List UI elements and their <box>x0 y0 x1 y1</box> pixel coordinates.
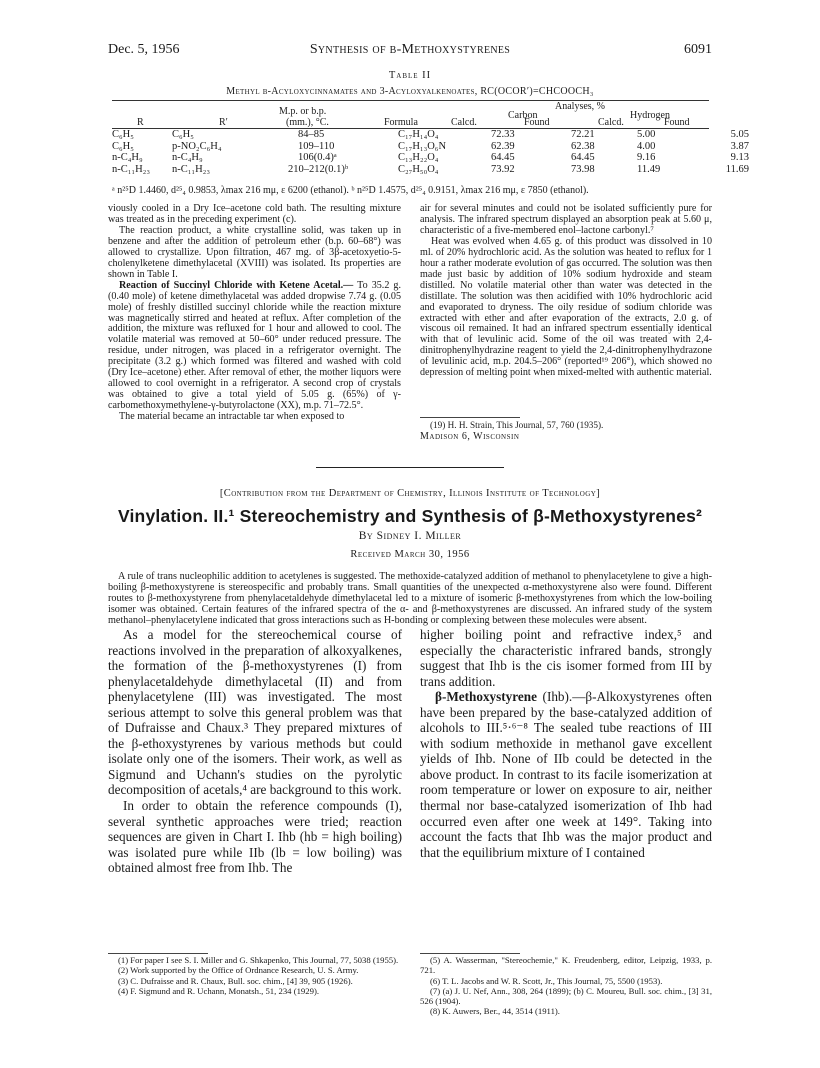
table-row <box>112 152 749 164</box>
data-table <box>112 129 749 175</box>
cell-c-found: 62.38 <box>571 140 595 152</box>
footnote-rule <box>420 417 520 418</box>
cell-h-found: 9.13 <box>730 152 749 163</box>
cell-h-found: 3.87 <box>730 140 749 152</box>
footnote: (5) A. Wasserman, "Stereochemie," K. Freudenberg, editor, Leipzig, 1933, p. 721. <box>420 955 712 976</box>
hydrogen-header: Hydrogen <box>630 110 670 121</box>
paragraph: As a model for the stereochemical course of reactions involved in the preparation of alkoxyalkenes, the formation of the β-methoxystyrenes (I) from phenylacetaldehyde dimethylacetal (II) and from phenylacetylene (III) was investigated. The most serious attempt to solve this general problem was that of Dufraisse and Chaux.³ They prepared mixtures of the β-ethoxystyrenes by various methods but could isolate only one of the isomers. Their work, as well as Sigmund and Uchann's studies on the pyrolytic decomposition of acetals,⁴ are background to this work. <box>108 627 402 798</box>
cell-c-calcd: 72.33 <box>491 129 515 140</box>
footnote: (8) K. Auwers, Ber., 44, 3514 (1911). <box>430 1006 560 1017</box>
footnote-rule <box>420 953 520 954</box>
footnotes-right <box>420 955 712 1017</box>
table-row <box>112 141 749 153</box>
paragraph: The reaction product, a white crystalline solid, was taken up in benzene and after the addition of petroleum ether (b.p. 60–68°) was allowed to crystallize. Upon filtration, 467 mg. of 3β-acetoxyetio-5-cholenylketene dimethylacetal (XVIII) was isolated. Its properties are shown in Table I. <box>108 224 401 280</box>
page-number: 6091 <box>684 42 712 57</box>
cell-mp: 109–110 <box>298 140 335 152</box>
received-date: Received March 30, 1956 <box>350 549 470 560</box>
byline: By Sidney I. Miller <box>358 530 462 542</box>
article-separator <box>316 467 504 468</box>
table-top-rule <box>112 100 709 101</box>
footnote: (2) Work supported by the Office of Ordnance Research, U. S. Army. <box>118 965 359 976</box>
footnote-rule <box>108 953 208 954</box>
paragraph: In order to obtain the reference compounds (I), several synthetic approaches were tried; reaction sequences are given in Chart I. Ihb (hb = high boiling) was isolated pure while IIb (lb = low boiling) was obtained almost free from Ihb. The <box>108 798 402 876</box>
upper-left-column <box>108 204 401 423</box>
cell-rprime: C₆H₅ <box>172 129 194 140</box>
cell-formula: C₁₃H₂₂O₄ <box>398 152 439 163</box>
cell-h-calcd: 9.16 <box>637 152 656 163</box>
cell-c-found: 73.98 <box>571 163 595 175</box>
footnote: (19) H. H. Strain, This Journal, 57, 760 (1935). <box>430 420 604 430</box>
cell-c-found: 64.45 <box>571 152 595 163</box>
footnote: (7) (a) J. U. Nef, Ann., 308, 264 (1899); (b) C. Moureu, Bull. soc. chim., [3] 31, 526 (1904). <box>420 985 712 1007</box>
paragraph-text: (Ihb).—β-Alkoxystyrenes often have been prepared by the base-catalyzed addition of alcohols to III.⁵·⁶⁻⁸ The sealed tube reactions of III with sodium methoxide in methanol gave excellent yields of Ihb. None of IIb could be detected in the above product. In contrast to its facile isomerization at room temperature or lower on exposure to air, neither thermal nor base-catalyzed isomerization of Ihb had occurred even after one week at 149°. Taking into account the facts that Ihb was the major product and that the equilibrium mixture of I contained <box>420 689 712 860</box>
issue-date: Dec. 5, 1956 <box>108 42 180 57</box>
col-found-carbon: Found <box>524 117 550 128</box>
cell-h-found: 5.05 <box>730 129 749 140</box>
col-r-header: R <box>137 117 144 128</box>
cell-h-found: 11.69 <box>725 163 749 175</box>
section-heading: β-Methoxystyrene <box>435 689 537 705</box>
cell-formula: C₂₇H₅₀O₄ <box>398 163 439 175</box>
section-heading: Reaction of Succinyl Chloride with Ketene Acetal.— <box>119 279 354 291</box>
col-mp-header-line2: (mm.), °C. <box>286 117 329 128</box>
running-title: Synthesis of β-Methoxystyrenes <box>309 42 511 57</box>
col-found-hydrogen: Found <box>664 117 690 128</box>
paragraph: The material became an intractable tar when exposed to <box>119 411 345 423</box>
cell-r: n-C₄H₉ <box>112 152 143 163</box>
cell-c-calcd: 73.92 <box>491 163 515 175</box>
cell-rprime: p-NO₂C₆H₄ <box>172 140 222 152</box>
paragraph: viously cooled in a Dry Ice–acetone cold bath. The resulting mixture was treated as in the preceding experiment (c). <box>108 203 401 225</box>
body-right-column <box>420 627 712 860</box>
paragraph: Heat was evolved when 4.65 g. of this product was dissolved in 10 ml. of 20% hydrochloric acid. As the solution was heated to reflux for 1 hour a rather moderate evolution of gas occurred. The solution was then made just basic by addition of 10% sodium hydroxide and steam distilled. No volatile material other than water was detected in the distillate. The solution was then acidified with 10% hydrochloric acid and evaporated to dryness. The oily residue of sodium chloride was extracted with ether and after evaporation of the extracts, 2.0 g. of viscous oil remained. It had an infrared spectrum essentially identical with that of levulinic acid. Some of the oil was treated with 2,4-dinitrophenylhydrazine reagent to yield the 2,4-dinitrophenylhydrazone of levulinic acid, m.p. 204.5–206° (reported¹⁹ 206°), which showed no depression of melting point when mixed-melted with authentic material. <box>420 235 712 379</box>
paragraph: air for several minutes and could not be isolated sufficiently pure for analysis. The infrared spectrum displayed an absorption peak at 5.60 μ, characteristic of a five-membered enol–lactone carbonyl.⁷ <box>420 203 712 236</box>
carbon-header: Carbon <box>508 110 538 121</box>
cell-h-calcd: 4.00 <box>637 140 656 152</box>
paragraph <box>420 689 712 860</box>
col-formula-header: Formula <box>384 117 418 128</box>
cell-c-found: 72.21 <box>571 129 595 140</box>
analyses-header: Analyses, % <box>555 101 605 112</box>
body-left-column <box>108 627 402 876</box>
upper-right-column <box>420 204 712 379</box>
footnote: (4) F. Sigmund and R. Uchann, Monatsh., 51, 234 (1929). <box>118 985 320 996</box>
cell-mp: 84–85 <box>298 129 325 140</box>
col-rprime-header: R′ <box>219 117 228 128</box>
cell-formula: C₁₇H₁₃O₆N <box>398 140 447 152</box>
cell-h-calcd: 5.00 <box>637 129 656 140</box>
table-row <box>112 129 749 141</box>
col-mp-header-line1: M.p. or b.p. <box>279 106 327 117</box>
paragraph: higher boiling point and refractive index,⁵ and especially the characteristic infrared bands, strongly suggest that Ihb is the cis isomer formed from III by trans addition. <box>420 627 712 689</box>
footnotes-left <box>108 955 402 996</box>
table-row <box>112 164 749 176</box>
col-calcd-hydrogen: Calcd. <box>598 117 624 128</box>
cell-r: C₆H₅ <box>112 129 134 140</box>
table-label: Table II <box>388 70 432 81</box>
cell-r: C₆H₅ <box>112 140 134 152</box>
footnote: (1) For paper I see S. I. Miller and G. Shkapenko, This Journal, 77, 5038 (1955). <box>118 955 399 965</box>
cell-mp: 106(0.4)ᵃ <box>298 152 337 163</box>
footnote: (3) C. Dufraisse and R. Chaux, Bull. soc. chim., [4] 39, 905 (1926). <box>118 975 353 986</box>
abstract: A rule of trans nucleophilic addition to acetylenes is suggested. The methoxide-catalyzed addition of methanol to phenylacetylene to give a high-boiling β-methoxystyrene is stereospecific and probably trans. Small quantities of the unexpected α-methoxystyrene also were found. Different routes to β-methoxystyrene from phenylacetaldehyde dimethylacetal led to a mixture of isomeric β-methoxystyrenes from which the low-boiling isomer was obtained. Certain features of the infrared spectra of the α- and β-methoxystyrenes are discussed. An infrared study of the system methanol–phenylacetylene indicated that gross interactions such as H-bonding or complexing between these molecules were absent. <box>108 571 712 626</box>
table-caption: Methyl β-Acyloxycinnamates and 3-Acyloxyalkenoates, RC(OCOR′)=CHCOOCH₃ <box>226 86 594 97</box>
contribution-line: [Contribution from the Department of Chemistry, Illinois Institute of Technology] <box>219 488 601 499</box>
article-title: Vinylation. II.¹ Stereochemistry and Synthesis of β-Methoxystyrenes² <box>117 506 703 526</box>
paragraph <box>108 281 401 412</box>
cell-formula: C₁₇H₁₄O₄ <box>398 129 439 140</box>
table-footnotes: ᵃ n²⁵D 1.4460, d²⁵₄ 0.9853, λmax 216 mμ, ε 6200 (ethanol). ᵇ n²⁵D 1.4575, d²⁵₄ 0.9151, λmax 216 mμ, ε 7850 (ethanol). <box>112 185 589 196</box>
cell-h-calcd: 11.49 <box>637 163 661 175</box>
col-calcd-carbon: Calcd. <box>451 117 477 128</box>
cell-mp: 210–212(0.1)ᵇ <box>288 163 349 175</box>
author-location: Madison 6, Wisconsin <box>420 431 520 442</box>
cell-c-calcd: 64.45 <box>491 152 515 163</box>
cell-rprime: n-C₁₁H₂₃ <box>172 163 210 175</box>
paragraph-text: To 35.2 g. (0.40 mole) of ketene dimethylacetal was added dropwise 7.74 g. (0.05 mole) of freshly distilled succinyl chloride while the reaction mixture was magnetically stirred and heated at reflux. After completion of the addition, the mixture was refluxed for 1 hour and allowed to cool. The volatile material was removed at 50–60° under reduced pressure. The residue, under nitrogen, was placed in a refrigerator overnight. The precipitate (3.2 g.) which formed was filtered and washed with cold (Dry Ice–acetone) ether. After removal of ether, the mother liquors were allowed to cool overnight in a refrigerator. A second crop of crystals was obtained to give a total yield of 5.05 g. (65%) of γ-carbomethoxymethylene-γ-butyrolactone (XX), m.p. 71–72.5°. <box>108 279 401 412</box>
cell-r: n-C₁₁H₂₃ <box>112 163 150 175</box>
footnote: (6) T. L. Jacobs and W. R. Scott, Jr., This Journal, 75, 5500 (1953). <box>430 975 663 986</box>
cell-rprime: n-C₄H₉ <box>172 152 203 163</box>
running-head <box>108 42 712 62</box>
cell-c-calcd: 62.39 <box>491 140 515 152</box>
